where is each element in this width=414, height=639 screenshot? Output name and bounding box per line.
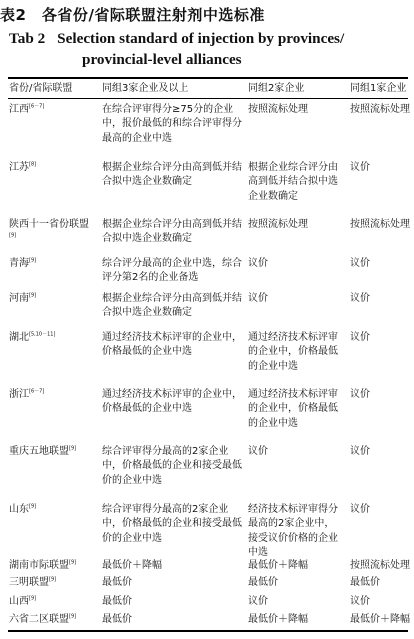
row-one-rule: 议价 [350,293,370,304]
reference-mark: [9] [29,595,37,602]
row-one-rule: 议价 [350,162,370,173]
row-one-rule: 按照流标处理 [350,219,410,230]
reference-mark: [9] [29,257,37,264]
header-three-or-more: 同组3家企业及以上 [102,83,189,94]
header-province: 省份/省际联盟 [9,83,73,94]
row-name: 江西[6－7] [9,103,45,115]
row-two-rule: 最低价＋降幅 [248,560,308,571]
row-three-plus-rule: 综合评审得分最高的2家企业中，价格最低的企业和接受最低价的企业中选 [102,504,242,544]
row-name: 江苏[8] [9,161,37,173]
table-top-rule [8,77,408,79]
reference-mark: [8] [29,161,37,168]
row-name: 重庆五地联盟[9] [9,445,77,457]
row-three-plus-rule: 通过经济技术标评审的企业中，价格最低的企业中选 [102,332,242,358]
row-two-rule: 通过经济技术标评审的企业中，价格最低的企业中选 [248,332,338,372]
reference-mark: [5,10－11] [29,331,56,338]
row-two-rule: 议价 [248,258,268,269]
row-three-plus-rule: 通过经济技术标评审的企业中，价格最低的企业中选 [102,389,242,415]
reference-mark: [6－7] [29,103,45,110]
row-one-rule: 最低价 [350,577,380,588]
row-two-rule: 按照流标处理 [248,104,308,115]
row-three-plus-rule: 最低价 [102,614,132,625]
row-three-plus-rule: 综合评分最高的企业中选，综合评分第2名的企业备选 [102,258,242,284]
row-two-rule: 最低价＋降幅 [248,614,308,625]
reference-mark: [9] [69,445,77,452]
row-two-rule: 通过经济技术标评审的企业中，价格最低的企业中选 [248,389,338,429]
row-name: 湖南市际联盟[9] [9,559,77,571]
row-one-rule: 议价 [350,332,370,343]
reference-mark: [9] [69,559,77,566]
row-three-plus-rule: 综合评审得分最高的2家企业中，价格最低的企业和接受最低价的企业中选 [102,446,242,486]
row-two-rule: 议价 [248,596,268,607]
row-one-rule: 议价 [350,389,370,400]
row-name: 陕西十一省份联盟[9] [9,219,89,239]
row-one-rule: 议价 [350,504,370,515]
row-two-rule: 根据企业综合评分由高到低并结合拟中选企业数确定 [248,162,338,202]
table-bottom-rule [8,630,408,632]
table-title-chinese: 表2 各省份/省际联盟注射剂中选标准 [0,6,265,24]
row-three-plus-rule: 在综合评审得分≥75分的企业中，报价最低的和综合评审得分最高的企业中选 [102,104,242,144]
reference-mark: [9] [29,292,37,299]
reference-mark: [9] [9,232,17,239]
row-one-rule: 议价 [350,596,370,607]
reference-mark: [9] [69,613,77,620]
reference-mark: [9] [49,576,57,583]
row-three-plus-rule: 最低价＋降幅 [102,560,162,571]
row-two-rule: 经济技术标评审得分最高的2家企业中，接受议价价格的企业中选 [248,504,338,558]
row-one-rule: 最低价＋降幅 [350,614,410,625]
row-one-rule: 议价 [350,258,370,269]
row-name: 青海[9] [9,257,37,269]
row-two-rule: 议价 [248,446,268,457]
row-three-plus-rule: 根据企业综合评分由高到低并结合拟中选企业数确定 [102,293,242,319]
reference-mark: [9] [29,503,37,510]
row-name: 浙江[6－7] [9,388,45,400]
row-name: 湖北[5,10－11] [9,331,56,343]
title-english-line2: provincial-level alliances [82,51,242,68]
table-number: Tab 2 [9,30,46,47]
row-two-rule: 议价 [248,293,268,304]
row-three-plus-rule: 最低价 [102,577,132,588]
header-one-company: 同组1家企业 [350,83,407,94]
row-name: 山东[9] [9,503,37,515]
row-two-rule: 最低价 [248,577,278,588]
row-three-plus-rule: 根据企业综合评分由高到低并结合拟中选企业数确定 [102,162,242,188]
header-two-companies: 同组2家企业 [248,83,305,94]
row-name: 三明联盟[9] [9,576,57,588]
table-header-rule [8,98,408,99]
row-name: 六省二区联盟[9] [9,613,77,625]
title-english-line1: Selection standard of injection by provinces/ [57,30,345,47]
row-one-rule: 按照流标处理 [350,104,410,115]
row-three-plus-rule: 根据企业综合评分由高到低并结合拟中选企业数确定 [102,219,242,245]
row-name: 山西[9] [9,595,37,607]
row-one-rule: 议价 [350,446,370,457]
row-three-plus-rule: 最低价 [102,596,132,607]
reference-mark: [6－7] [29,388,45,395]
row-two-rule: 按照流标处理 [248,219,308,230]
row-name: 河南[9] [9,292,37,304]
table-title-english [9,28,409,70]
row-one-rule: 按照流标处理 [350,560,410,571]
